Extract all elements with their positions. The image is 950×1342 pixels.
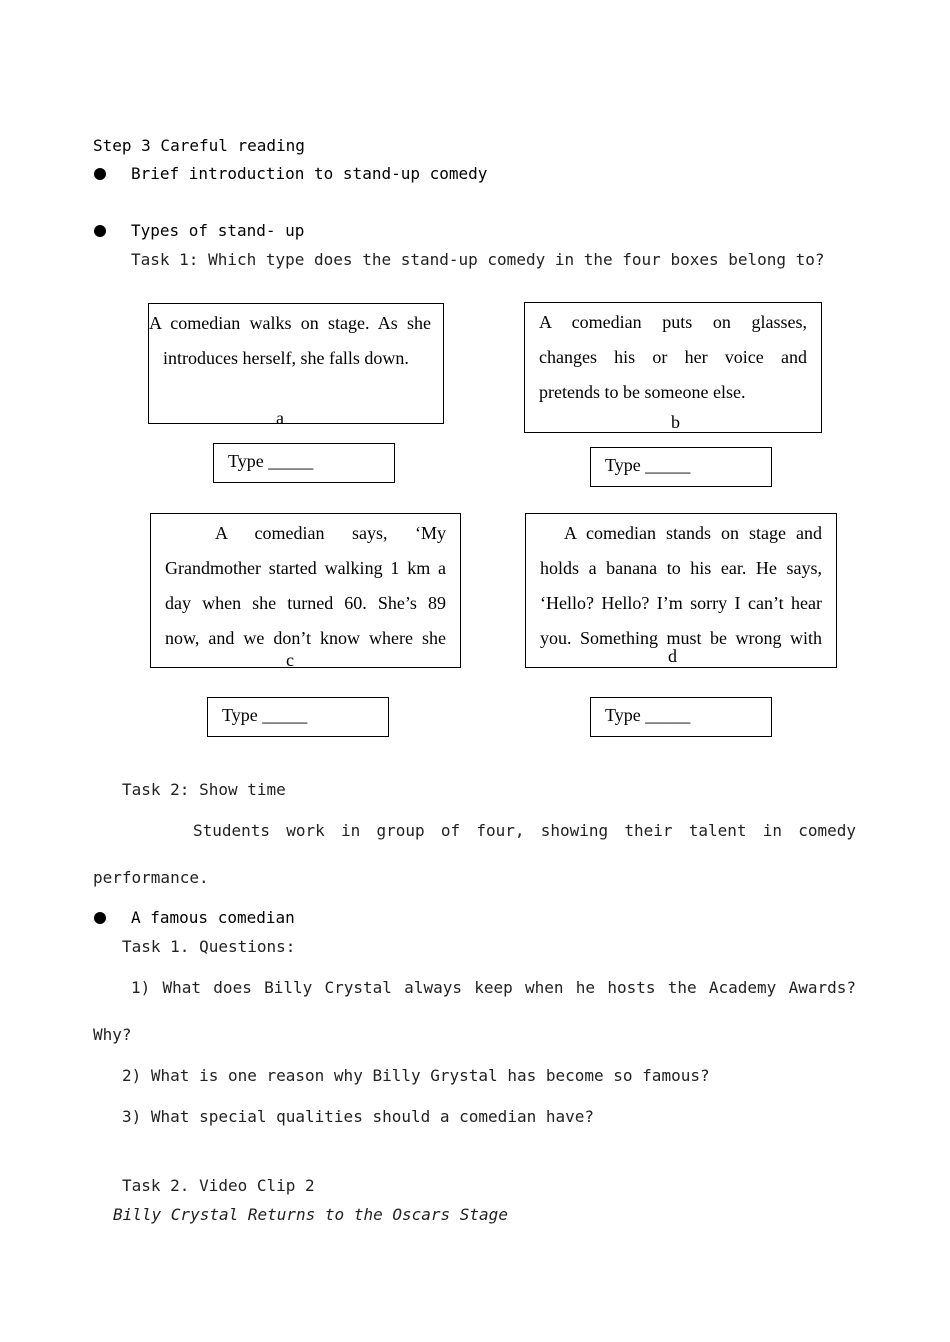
box-b-line: A comedian puts on glasses, — [539, 312, 807, 332]
box-c-line: day when she turned 60. She’s 89 — [165, 593, 446, 613]
question-1: 1) What does Billy Crystal always keep when he hosts the Academy Awards? — [131, 978, 856, 997]
box-b-letter: b — [671, 412, 680, 432]
box-d-letter: d — [668, 646, 677, 666]
box-d-line: A comedian stands on stage and — [564, 523, 822, 543]
comedy-box-d — [525, 513, 837, 668]
box-a-line: introduces herself, she falls down. — [163, 348, 409, 368]
box-c-line: A comedian says, ‘My — [215, 523, 446, 543]
box-d-line: holds a banana to his ear. He says, — [540, 558, 822, 578]
bullet-brief-intro: Brief introduction to stand-up comedy — [131, 164, 488, 183]
task2-title: Task 2: Show time — [122, 780, 286, 799]
box-c-line: now, and we don’t know where she — [165, 628, 446, 648]
box-a-line: A comedian walks on stage. As she — [149, 313, 431, 333]
step-heading: Step 3 Careful reading — [93, 136, 305, 155]
box-b-line: pretends to be someone else. — [539, 382, 746, 402]
box-b-line: changes his or her voice and — [539, 347, 807, 367]
bullet-dot — [94, 168, 106, 180]
bullet-types: Types of stand- up — [131, 221, 305, 240]
comedy-box-a — [148, 303, 444, 424]
task2-line2: performance. — [93, 868, 209, 887]
bullet-famous: A famous comedian — [131, 908, 295, 927]
question-2: 2) What is one reason why Billy Grystal has become so famous? — [122, 1066, 710, 1085]
box-c-line: Grandmother started walking 1 km a — [165, 558, 446, 578]
comedy-box-c — [150, 513, 461, 668]
famous-task1-title: Task 1. Questions: — [122, 937, 296, 956]
bullet-dot — [94, 912, 106, 924]
bullet-dot — [94, 225, 106, 237]
video-title: Billy Crystal Returns to the Oscars Stage — [113, 1205, 508, 1224]
box-d-line: ‘Hello? Hello? I’m sorry I can’t hear — [540, 593, 822, 613]
question-1-cont: Why? — [93, 1025, 132, 1044]
type-answer-a[interactable]: Type _____ — [213, 443, 395, 483]
box-a-letter: a — [276, 408, 284, 428]
box-d-line: you. Something must be wrong with — [540, 628, 822, 648]
famous-task2-title: Task 2. Video Clip 2 — [122, 1176, 315, 1195]
box-c-letter: c — [286, 650, 294, 670]
types-task1: Task 1: Which type does the stand-up comedy in the four boxes belong to? — [131, 250, 825, 269]
type-answer-b[interactable]: Type _____ — [590, 447, 772, 487]
type-answer-d[interactable]: Type _____ — [590, 697, 772, 737]
question-3: 3) What special qualities should a comedian have? — [122, 1107, 595, 1126]
type-answer-c[interactable]: Type _____ — [207, 697, 389, 737]
task2-line1: Students work in group of four, showing their talent in comedy — [193, 821, 856, 840]
